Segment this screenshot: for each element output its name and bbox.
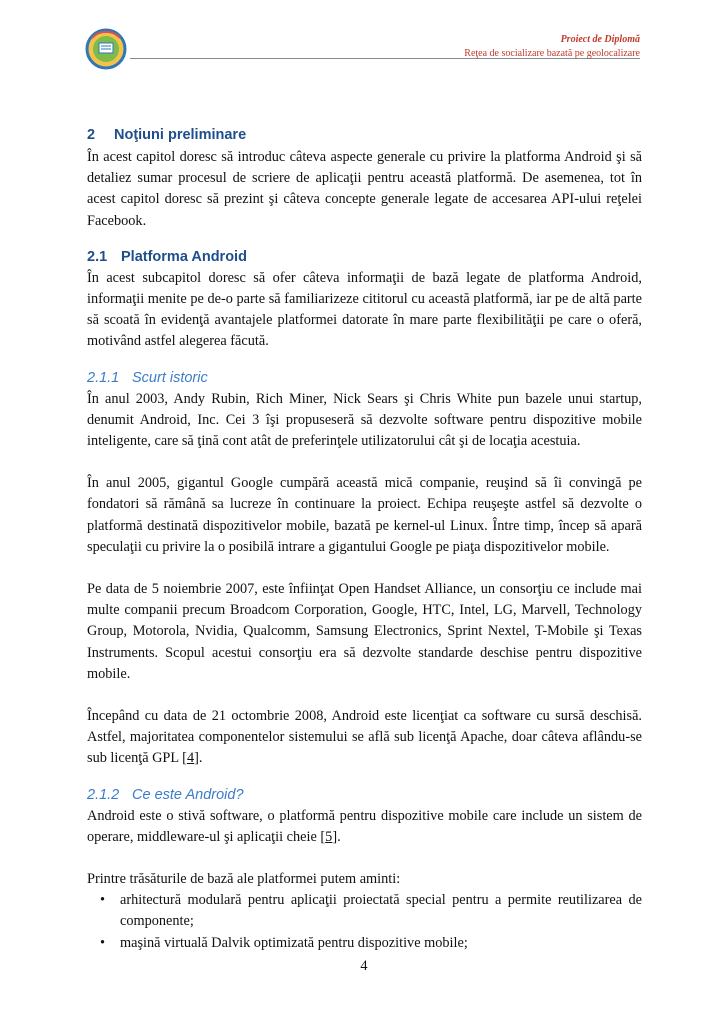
bullet-icon: • — [100, 892, 106, 909]
section-heading — [87, 124, 642, 147]
page-number: 4 — [360, 958, 368, 974]
history-paragraph-1: În anul 2003, Andy Rubin, Rich Miner, Nick Sears şi Chris White pun bazele unui startup, denumit Android, Inc. Cei 3 îşi propuseseră să dezvolte software pentru dispozitive mobile inteligente, care să ţină cont atât de preferinţele utilizatorului cât şi de locaţia acestuia. — [87, 390, 642, 450]
subsection-title: Platforma Android — [121, 248, 247, 265]
list-item — [87, 933, 642, 954]
features-list — [87, 890, 642, 954]
history-paragraph-4 — [87, 706, 642, 770]
history-paragraph-2: În anul 2005, gigantul Google cumpără această mică companie, reuşind să îi convingă pe fondatori să rămână sa lucreze în continuare la proiect. Echipa reuşeşte astfel să dezvolte o platformă destinată dispozitivelor mobile, bazată pe kernel-ul Linux. Între timp, încep să apară speculaţii cu privire la o posibilă intrare a gigantului Google pe piaţa dispozitivelor mobile. — [87, 475, 642, 555]
list-item — [87, 890, 642, 932]
section-number: 2 — [87, 127, 96, 143]
section-intro-paragraph: În acest capitol doresc să introduc câteva aspecte generale cu privire la platforma Android şi să detaliez sumar procesul de scriere de aplicaţii pentru această platformă. De asemenea, tot în acest capitol doresc să prezint şi câteva concepte generale legate de accesarea API-ului reţelei Facebook. — [87, 149, 642, 229]
features-intro-paragraph: Printre trăsăturile de bază ale platformei putem aminti: — [87, 871, 401, 888]
android-definition-paragraph — [87, 806, 642, 848]
subsection-heading — [87, 246, 642, 268]
university-logo-icon — [84, 28, 128, 70]
header-title: Proiect de Diplomă — [560, 34, 640, 45]
list-item-text: maşină virtuală Dalvik optimizată pentru dispozitive mobile; — [120, 934, 468, 951]
running-header — [464, 33, 640, 61]
history-paragraph-3: Pe data de 5 noiembrie 2007, este înfiinţat Open Handset Alliance, un consorţiu ce include mai multe companii precum Broadcom Corporation, Google, HTC, Intel, LG, Marvell, Technology Group, Motorola, Nvidia, Qualcomm, Samsung Electronics, Sprint Nextel, T-Mobile şi Texas Instruments. Scopul acestui consorţiu era să dezvolte standarde deschise pentru dispozitive mobile. — [87, 581, 642, 682]
subsubsection-title: Ce este Android? — [132, 786, 244, 803]
subsubsection-heading — [87, 367, 642, 389]
android-definition-end: ]. — [332, 828, 341, 845]
header-subtitle: Reţea de socializare bazată pe geolocalizare — [464, 48, 640, 59]
citation-link[interactable]: 5 — [325, 828, 333, 845]
history-paragraph-4-end: ]. — [194, 750, 203, 767]
android-definition-text: Android este o stivă software, o platformă pentru dispozitive mobile care include un sistem de operare, middleware-ul şi aplicaţii cheie [ — [87, 807, 642, 845]
subsubsection-number: 2.1.1 — [87, 369, 120, 386]
subsection-number: 2.1 — [87, 248, 108, 265]
bullet-icon: • — [100, 934, 106, 951]
subsubsection-heading — [87, 784, 642, 806]
citation-link[interactable]: 4 — [186, 750, 195, 767]
list-item-text: arhitectură modulară pentru aplicaţii proiectată special pentru a permite reutilizarea de componente; — [120, 892, 642, 930]
subsection-paragraph: În acest subcapitol doresc să ofer câteva informaţii de bază legate de platforma Android, informaţii menite pe de-o parte să familiarizeze cititorul cu această platformă, iar pe de altă parte să scoată în evidenţă avantajele platformei datorate în mare parte flexibilităţii pe care o oferă, motivând astfel alegerea făcută. — [87, 269, 642, 350]
main-content — [87, 124, 642, 954]
section-title: Noţiuni preliminare — [114, 127, 247, 143]
history-paragraph-4-text: Începând cu data de 21 octombrie 2008, Android este licenţiat ca software cu sursă deschisă. Astfel, majoritatea componentelor sistemului se află sub licenţă Apache, doar câteva aflându-se sub licenţă GPL [ — [87, 708, 642, 767]
subsubsection-title: Scurt istoric — [132, 369, 208, 386]
subsubsection-number: 2.1.2 — [87, 786, 120, 803]
